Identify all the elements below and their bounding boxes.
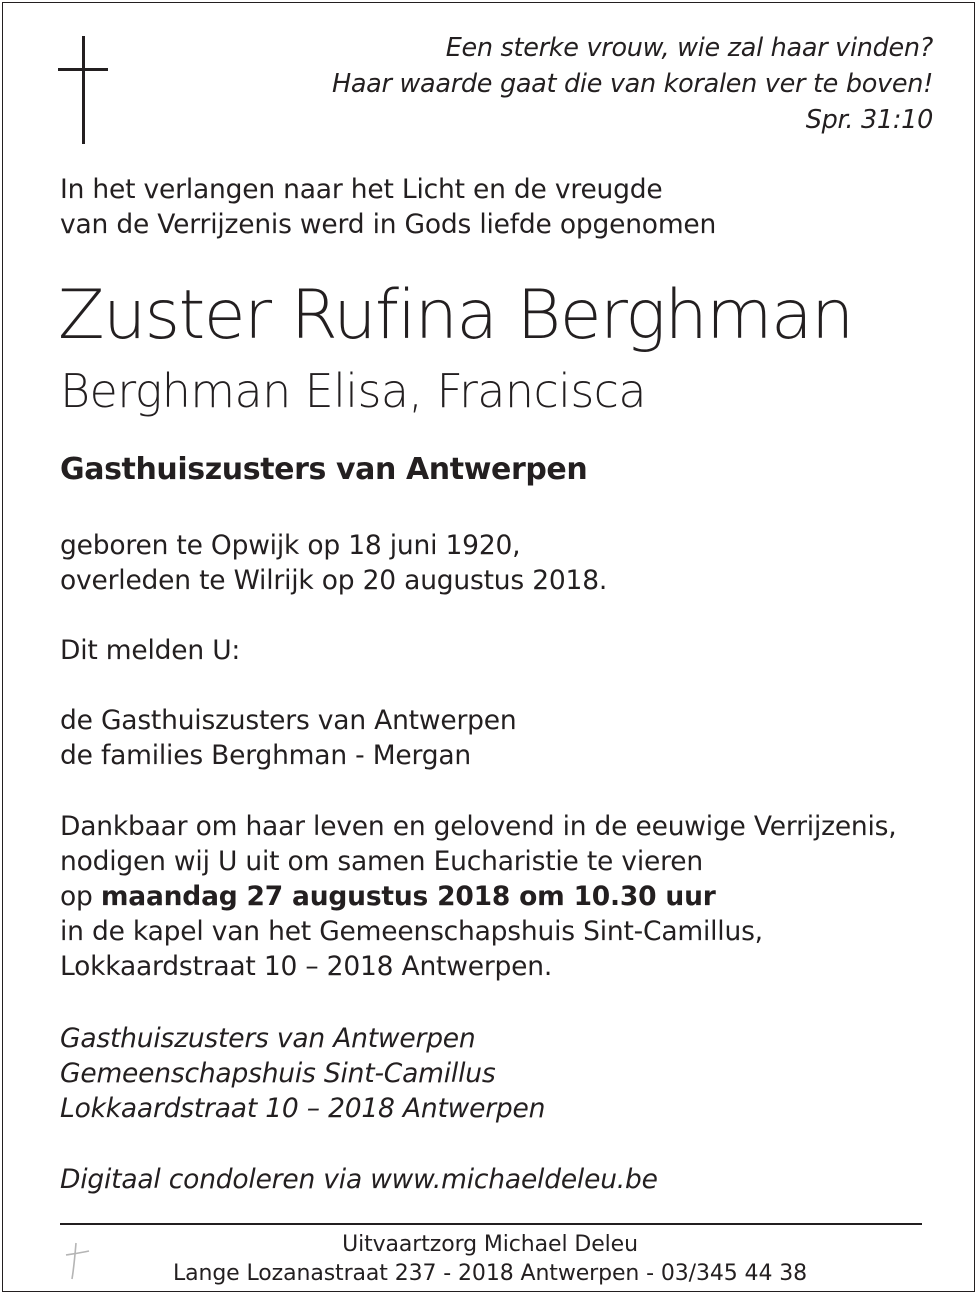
death-line: overleden te Wilrijk op 20 augustus 2018. [60,565,608,596]
congregation-name: Gasthuiszusters van Antwerpen [60,452,588,487]
deceased-name: Zuster Rufina Berghman [58,276,853,355]
service-line-5: Lokkaardstraat 10 – 2018 Antwerpen. [60,951,553,982]
address-line-1: Gasthuiszusters van Antwerpen [60,1023,476,1054]
footer-contact: Lange Lozanastraat 237 - 2018 Antwerpen - 03/345 44 38 [172,1261,808,1286]
service-line-2: nodigen wij U uit om samen Eucharistie te vieren [60,846,703,877]
address-line-3: Lokkaardstraat 10 – 2018 Antwerpen [60,1093,546,1124]
deceased-civil-name: Berghman Elisa, Francisca [60,364,646,418]
quote-reference: Spr. 31:10 [805,105,933,135]
birth-line: geboren te Opwijk op 18 juni 1920, [60,530,521,561]
cross-icon [58,36,108,144]
intro-line-1: In het verlangen naar het Licht en de vreugde [60,174,663,205]
service-invitation [60,809,897,984]
announcers [60,703,516,773]
service-line-1: Dankbaar om haar leven en gelovend in de eeuwige Verrijzenis, [60,811,897,842]
footer-divider [60,1223,922,1225]
service-date-prefix: op [60,881,101,912]
service-line-3 [60,879,897,914]
intro-line-2: van de Verrijzenis werd in Gods liefde opgenomen [60,209,717,240]
intro-text [60,172,716,242]
quote-line-2: Haar waarde gaat die van koralen ver te boven! [331,69,933,99]
bible-quote [332,30,933,138]
address-line-2: Gemeenschapshuis Sint-Camillus [60,1058,496,1089]
service-line-4: in de kapel van het Gemeenschapshuis Sint-Camillus, [60,916,763,947]
condolence-link[interactable]: Digitaal condoleren via www.michaeldeleu.be [60,1164,658,1195]
service-date-time: maandag 27 augustus 2018 om 10.30 uur [100,881,716,912]
announce-heading: Dit melden U: [60,635,241,666]
announcer-line-2: de families Berghman - Mergan [60,740,471,771]
quote-line-1: Een sterke vrouw, wie zal haar vinden? [445,33,933,63]
footer [0,1230,980,1288]
life-dates [60,528,607,598]
announcer-line-1: de Gasthuiszusters van Antwerpen [60,705,517,736]
footer-company: Uitvaartzorg Michael Deleu [342,1232,638,1257]
correspondence-address [60,1021,545,1126]
